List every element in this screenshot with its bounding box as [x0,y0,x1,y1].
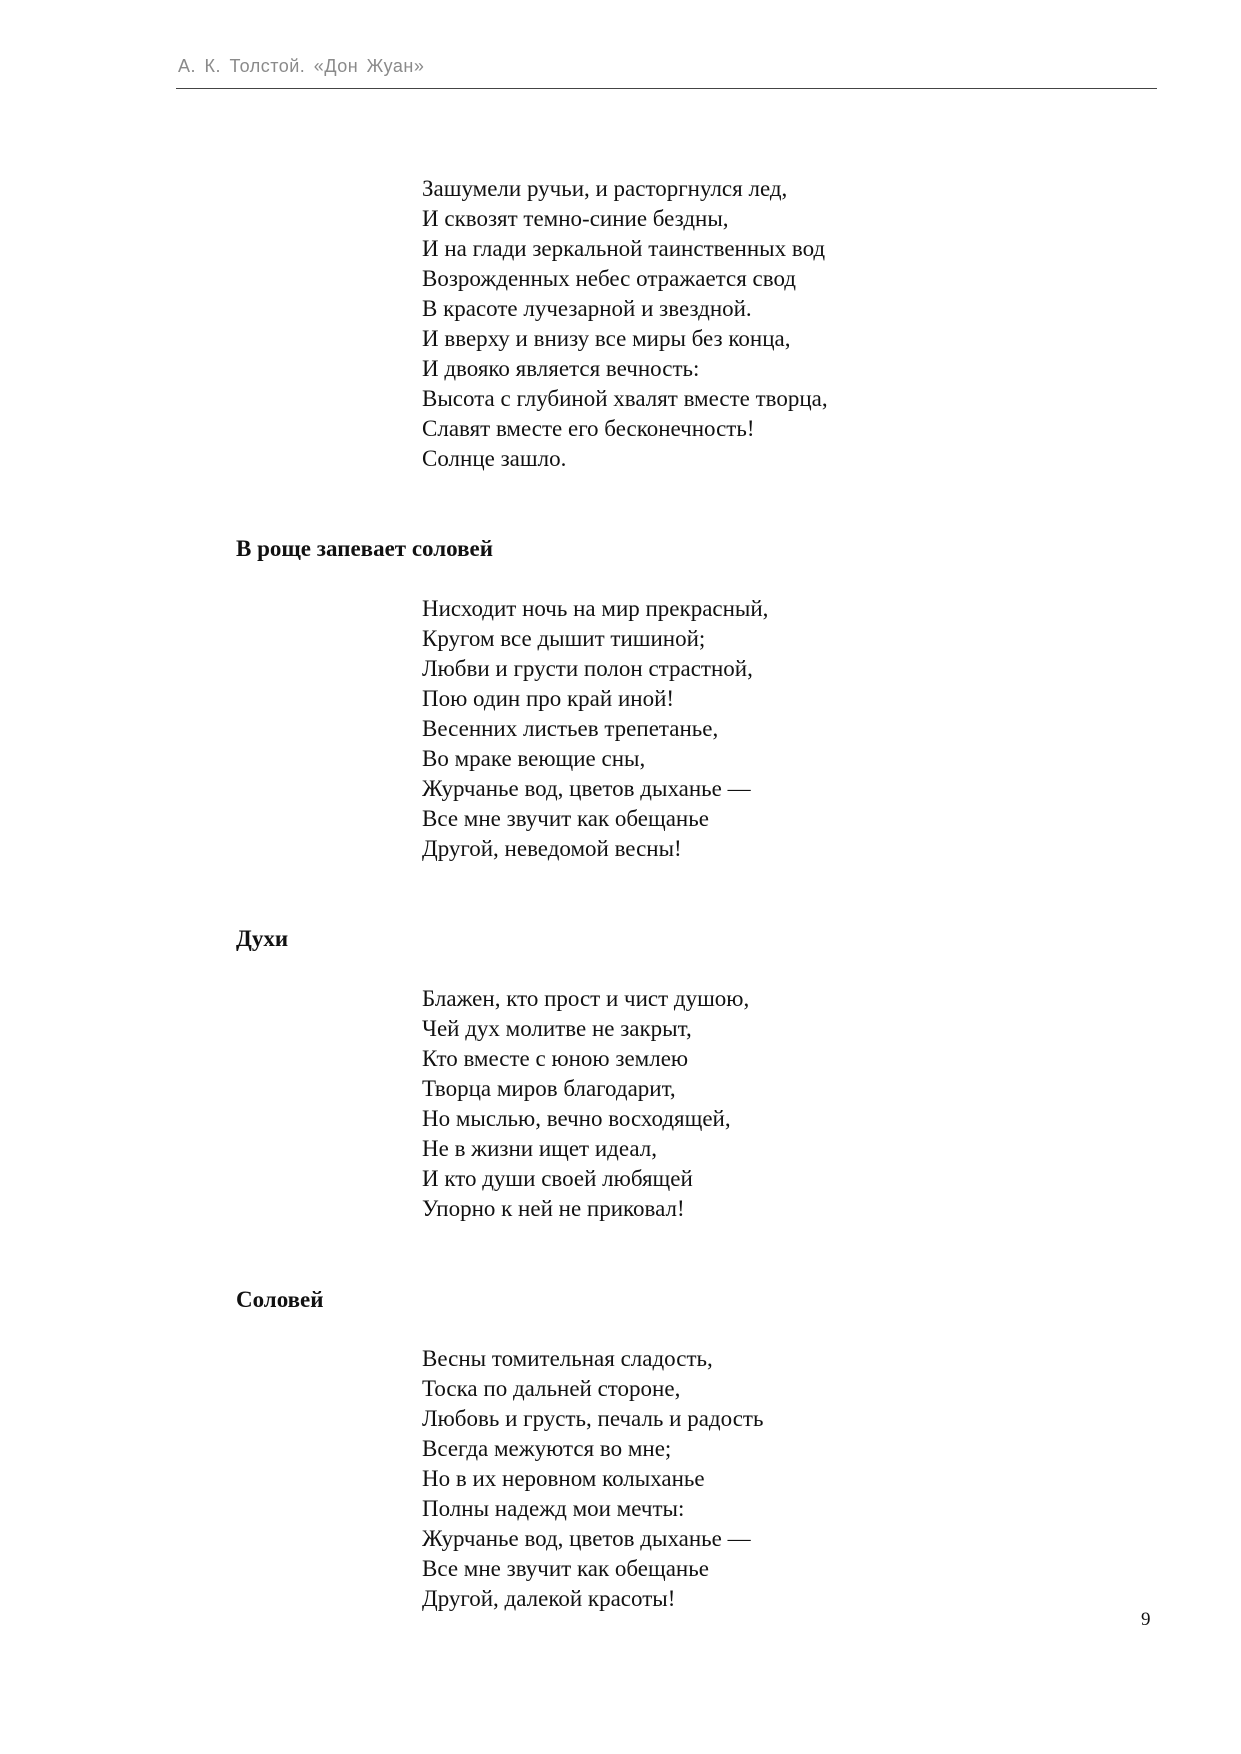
verse-line: Возрожденных небес отражается свод [422,266,796,291]
verse-line: Высота с глубиной хвалят вместе творца, [422,386,828,411]
verse-line: Тоска по дальней стороне, [422,1376,681,1401]
verse-line: Но в их неровном колыханье [422,1466,705,1491]
verse-line: Полны надежд мои мечты: [422,1496,685,1521]
verse-line: И кто души своей любящей [422,1166,693,1191]
verse-line: Славят вместе его бесконечность! [422,416,755,441]
verse-line: Весны томительная сладость, [422,1346,713,1371]
verse-line: Всегда межуются во мне; [422,1436,672,1461]
verse-line: Другой, далекой красоты! [422,1586,676,1611]
header-rule [176,88,1157,89]
verse-line: Кто вместе с юною землею [422,1046,689,1071]
verse-line: Чей дух молитве не закрыт, [422,1016,692,1041]
verse-line: Журчанье вод, цветов дыханье — [422,1526,751,1551]
stanza-opening [422,174,828,474]
speaker-heading: Соловей [236,1287,324,1312]
verse-line: Солнце зашло. [422,446,567,471]
speaker-heading: В роще запевает соловей [236,536,493,561]
running-header: А. К. Толстой. «Дон Жуан» [178,56,425,76]
verse-line: Пою один про край иной! [422,686,675,711]
verse-line: Во мраке веющие сны, [422,746,646,771]
page-number: 9 [1141,1609,1151,1630]
verse-line: Журчанье вод, цветов дыханье — [422,776,751,801]
verse-line: Любовь и грусть, печаль и радость [422,1406,764,1431]
verse-line: Упорно к ней не приковал! [422,1196,685,1221]
speaker-heading: Духи [236,926,289,951]
verse-line: Другой, неведомой весны! [422,836,682,861]
verse-line: Не в жизни ищет идеал, [422,1136,657,1161]
verse-line: Все мне звучит как обещанье [422,1556,709,1581]
verse-line: В красоте лучезарной и звездной. [422,296,752,321]
verse-line: Все мне звучит как обещанье [422,806,709,831]
verse-line: Кругом все дышит тишиной; [422,626,706,651]
verse-line: Творца миров благодарит, [422,1076,676,1101]
stanza-nightingale [422,1344,763,1614]
verse-line: Весенних листьев трепетанье, [422,716,719,741]
verse-line: Любви и грусти полон страстной, [422,656,753,681]
verse-line: Нисходит ночь на мир прекрасный, [422,596,769,621]
verse-line: Зашумели ручьи, и расторгнулся лед, [422,176,788,201]
verse-line: Блажен, кто прост и чист душою, [422,986,750,1011]
verse-line: И вверху и внизу все миры без конца, [422,326,791,351]
verse-line: И двояко является вечность: [422,356,700,381]
verse-line: И на глади зеркальной таинственных вод [422,236,826,261]
stanza-spirits [422,984,749,1224]
verse-line: И сквозят темно-синие бездны, [422,206,729,231]
verse-line: Но мыслью, вечно восходящей, [422,1106,731,1131]
stanza-nightingale-grove [422,594,768,864]
